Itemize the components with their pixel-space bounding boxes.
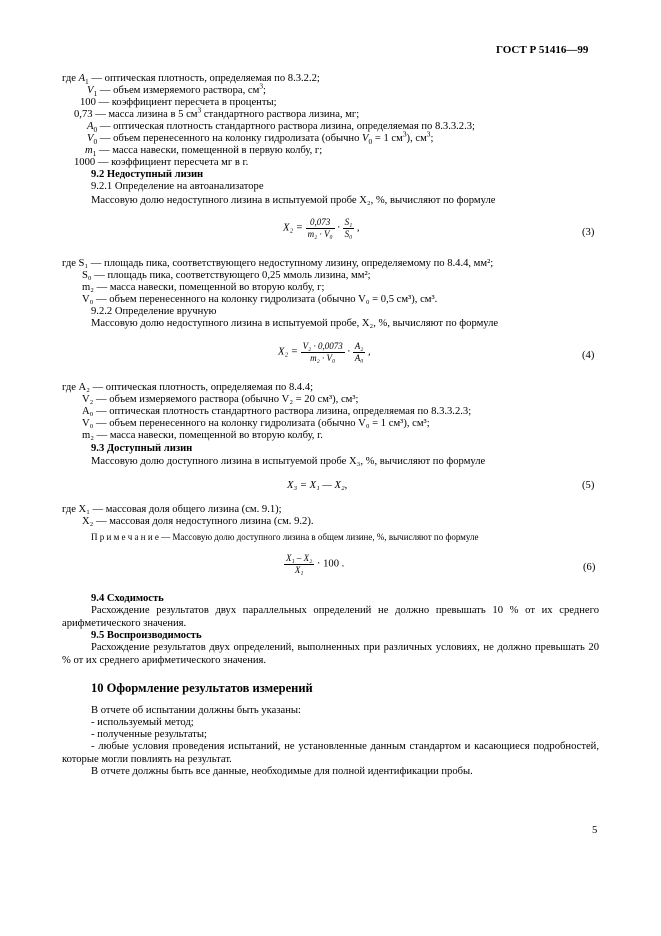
formula-3-tail: , [356, 222, 360, 234]
var-v1: $V_1$ — объем измеряемого раствора, $см^3$; [87, 81, 266, 99]
formula-3-number: (3) [582, 227, 595, 238]
formula-4-tail: , [368, 346, 371, 358]
section-10-closing: В отчете должны быть все данные, необходимые для полной идентификации пробы. [91, 766, 473, 777]
section-9-5-text: Расхождение результатов двух определений, выполненных при различных условиях, не должно превышать 20 % от их среднего арифметического значения. [62, 642, 599, 666]
section-10-intro: В отчете об испытании должны быть указаны: [91, 705, 301, 716]
section-9-3-heading: 9.3 Доступный лизин [91, 443, 193, 454]
var-m2-b: m₂ — масса навески, помещенной во вторую колбу, г. [82, 430, 323, 441]
var-a0: $A_0$ — оптическая плотность стандартного раствора лизина, определяемая по 8.3.3.2.3; [87, 121, 475, 135]
var-x1: где X₁ — массовая доля общего лизина (см. 9.1); [62, 504, 282, 515]
page-number: 5 [592, 825, 598, 836]
formula-4-denominator: m₂ · V₀ [310, 352, 336, 363]
formula-4-lhs: X₂ = [278, 346, 298, 358]
var-073: 0,73 — масса лизина в 5 $см^3$ стандартного раствора лизина, мг; [74, 105, 360, 120]
formula-5-intro: Массовую долю доступного лизина в испытуемой пробе X₃, %, вычисляют по формуле [91, 456, 486, 467]
formula-4-numerator-2: A₂ [354, 341, 364, 351]
var-m2: m₂ — масса навески, помещенной во вторую колбу, г; [82, 282, 325, 293]
var-s1: где S₁ — площадь пика, соответствующего недоступному лизину, определяемому по 8.4.4, мм²; [62, 258, 494, 269]
var-100: 100 — коэффициент пересчета в проценты; [80, 97, 277, 108]
var-a0-b: A₀ — оптическая плотность стандартного раствора лизина, определяемая по 8.3.3.2.3; [82, 406, 472, 417]
formula-3-numerator: 0,073 [306, 217, 335, 229]
formula-6 [284, 553, 344, 576]
section-9-2-heading: 9.2 Недоступный лизин [91, 169, 204, 180]
subsection-9-2-2: 9.2.2 Определение вручную [91, 306, 217, 317]
formula-6-denominator: X₁ [294, 564, 304, 575]
section-9-4-text: Расхождение результатов двух параллельных определений не должно превышать 10 % от их среднего арифметического значения. [62, 605, 599, 629]
formula-4-intro: Массовую долю недоступного лизина в испытуемой пробе, X₂, %, вычисляют по формуле [91, 318, 499, 329]
formula-3 [283, 217, 360, 240]
section-10-heading: 10 Оформление результатов измерений [91, 681, 313, 695]
var-v0-c: V₀ — объем перенесенного на колонку гидролизата (обычно V₀ = 1 см³), см³; [82, 418, 430, 429]
var-v0-b: V₀ — объем перенесенного на колонку гидролизата (обычно V₀ = 0,5 см³), см³. [82, 294, 438, 305]
list-item: - полученные результаты; [91, 729, 207, 740]
var-a1: где $A_1$ — оптическая плотность, определяемая по 8.3.2.2; [62, 73, 320, 87]
section-9-4-heading: 9.4 Сходимость [91, 593, 164, 604]
formula-4-numerator: V₂ · 0,0073 [302, 341, 343, 351]
formula-4-denominator-2: A₀ [354, 352, 364, 363]
var-s0: S₀ — площадь пика, соответствующего 0,25 ммоль лизина, мм²; [82, 270, 371, 281]
var-m1: $m_1$ — масса навески, помещенной в первую колбу, г; [85, 145, 323, 159]
var-x2: X₂ — массовая доля недоступного лизина (см. 9.2). [82, 516, 314, 527]
formula-3-lhs: X₂ = [283, 222, 303, 234]
formula-4-dot: · [347, 346, 351, 358]
formula-3-denominator-2: S₀ [344, 228, 353, 239]
subsection-9-2-1: 9.2.1 Определение на автоанализаторе [91, 181, 264, 192]
var-a2: где A₂ — оптическая плотность, определяемая по 8.4.4; [62, 382, 314, 393]
formula-4 [278, 341, 371, 364]
formula-6-tail: · 100 . [316, 558, 345, 570]
formula-6-number: (6) [583, 562, 596, 573]
var-v2: V₂ — объем измеряемого раствора (обычно V₂ = 20 см³), см³; [82, 394, 359, 405]
formula-3-intro: Массовую долю недоступного лизина в испытуемой пробе X₂, %, вычисляют по формуле [91, 195, 496, 206]
formula-4-number: (4) [582, 350, 595, 361]
list-item: - любые условия проведения испытаний, не установленные данным стандартом и касающиеся подробностей, которые могли повлиять на результат. [62, 741, 599, 765]
formula-3-dot: · [337, 222, 340, 234]
formula-6-numerator: X₁ – X₂ [286, 553, 313, 563]
document-code: ГОСТ Р 51416—99 [496, 44, 589, 56]
formula-5-number: (5) [582, 480, 595, 491]
formula-3-denominator: m₂ · V₀ [307, 228, 333, 239]
note: П р и м е ч а н и е — Массовую долю доступного лизина в общем лизине, %, вычисляют по формуле [91, 532, 479, 542]
list-item: - используемый метод; [91, 717, 194, 728]
formula-3-numerator-2: S₁ [344, 217, 353, 227]
var-1000: 1000 — коэффициент пересчета мг в г. [74, 157, 249, 168]
section-9-5-heading: 9.5 Воспроизводимость [91, 630, 202, 641]
var-v0: $V_0$ — объем перенесенного на колонку гидролизата (обычно $V_0 = 1$ $см^3$), $см^3$; [87, 129, 434, 147]
formula-5: X₃ = X₁ — X₂, [287, 480, 348, 491]
